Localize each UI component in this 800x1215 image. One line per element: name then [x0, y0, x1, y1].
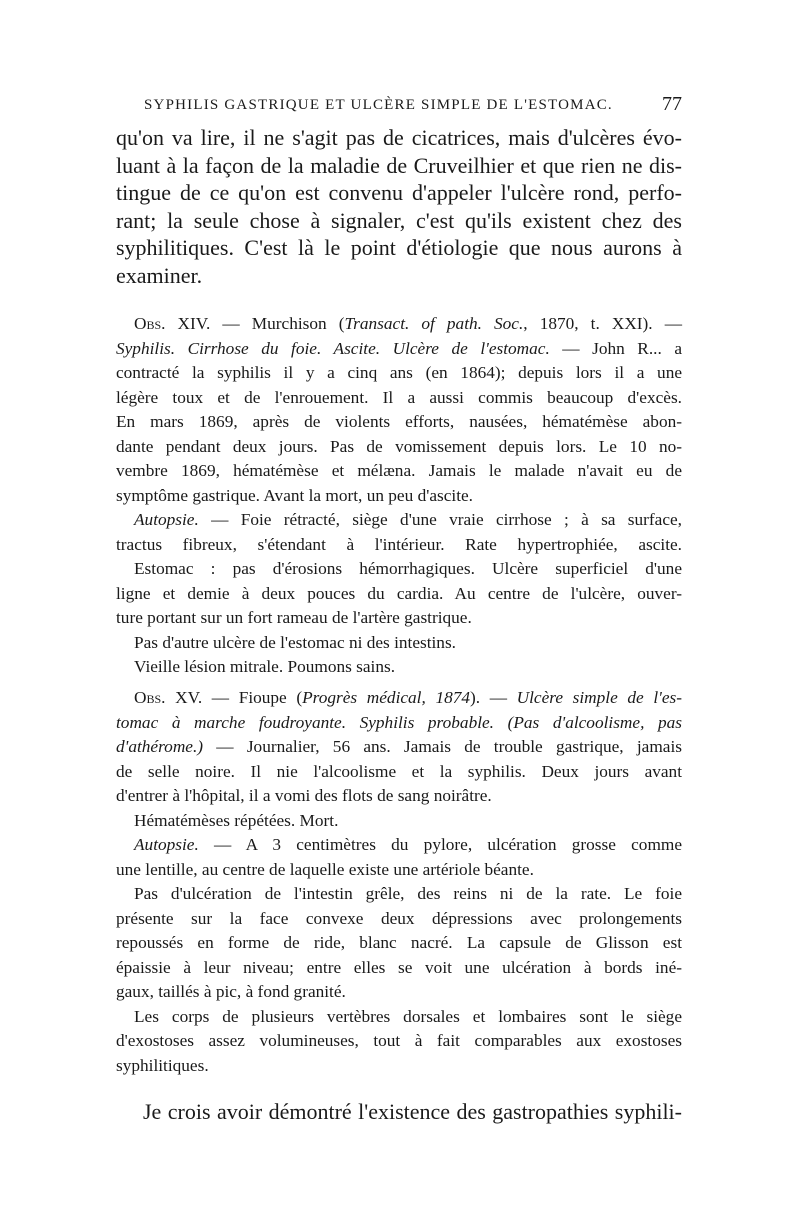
obs-label: Obs. XV. [134, 688, 203, 707]
text-line: ligne et demie à deux pouces du cardia. Au centre de l'ulcère, ouver- [116, 583, 682, 603]
text-line: épaissie à leur niveau; entre elles se voit une ulcération à bords iné- [116, 957, 682, 977]
text-line: vembre 1869, hématémèse et mélæna. Jamais le malade n'avait eu de [116, 461, 682, 480]
text-line: une lentille, au centre de laquelle existe une artériole béante. [116, 859, 534, 879]
obs-title-line [116, 337, 682, 362]
text-line: Les corps de plusieurs vertèbres dorsales et lombaires sont le siège [134, 1006, 682, 1026]
autopsy-line [116, 833, 682, 858]
running-title: SYPHILIS GASTRIQUE ET ULCÈRE SIMPLE DE L'ESTOMAC. [144, 97, 613, 113]
autopsy-line [116, 508, 682, 533]
text-line: Hématémèses répétées. Mort. [134, 810, 339, 830]
text-line: Vieille lésion mitrale. Poumons sains. [134, 657, 396, 676]
text-line: luant à la façon de la maladie de Cruveilhier et que rien ne dis- [116, 152, 682, 178]
obs-title-line-3 [116, 735, 682, 760]
obs-heading-line [116, 312, 682, 337]
text-line: d'entrer à l'hôpital, il a vomi des flots de sang noirâtre. [116, 786, 492, 805]
obs-label: Obs. XIV. [134, 314, 211, 333]
obs-paren-end: d'athérome.) [116, 737, 204, 756]
text-line: qu'on va lire, il ne s'agit pas de cicatrices, mais d'ulcères évo- [116, 125, 682, 150]
obs-title: Syphilis. Cirrhose du foie. Ascite. Ulcère de l'estomac. [116, 338, 550, 358]
obs-source-end: ). — [470, 688, 517, 707]
autopsy-text: — A 3 centimètres du pylore, ulcération grosse comme [198, 835, 682, 854]
text-line: contracté la syphilis il y a cinq ans (en 1864); depuis lors il a une [116, 363, 682, 382]
text-line: syphilitiques. C'est là le point d'étiologie que nous aurons à [116, 235, 682, 260]
text-line: repoussés en forme de ride, blanc nacré. La capsule de Glisson est [116, 933, 682, 952]
obs-author: — Fioupe ( [202, 688, 303, 707]
text-line: Je crois avoir démontré l'existence des gastropathies syphili- [143, 1099, 682, 1124]
text-line: ture portant sur un fort rameau de l'artère gastrique. [116, 608, 472, 627]
text-line: tractus fibreux, s'étendant à l'intérieur. Rate hypertrophiée, ascite. [116, 534, 682, 554]
text-line: d'exostoses assez volumineuses, tout à fait comparables aux exostoses [116, 1031, 682, 1050]
autopsy-text: — Foie rétracté, siège d'une vraie cirrhose ; à sa surface, [198, 510, 682, 529]
text-line: rant; la seule chose à signaler, c'est qu'ils existent chez des [116, 207, 682, 233]
obs-source: Progrès médical, 1874 [302, 688, 471, 707]
obs-author: — Murchison ( [210, 314, 345, 333]
observation-15 [116, 686, 682, 1078]
text-line: dante pendant deux jours. Pas de vomissement depuis lors. Le 10 no- [116, 436, 682, 456]
obs-paren: (Pas d'alcoolisme, pas [494, 712, 682, 732]
closing-paragraph [116, 1098, 682, 1125]
obs-source: Transact. of path. Soc. [344, 314, 524, 333]
text-line: présente sur la face convexe deux dépressions avec prolongements [116, 908, 682, 928]
obs-title-cont: tomac à marche foudroyante. Syphilis probable. [116, 712, 494, 732]
text-line: symptôme gastrique. Avant la mort, un peu d'ascite. [116, 485, 473, 505]
obs-title-line [116, 711, 682, 736]
text-line: légère toux et de l'enrouement. Il a aussi commis beaucoup d'excès. [116, 387, 682, 407]
intro-paragraph [116, 124, 682, 289]
obs-heading-line [116, 686, 682, 711]
text-line: examiner. [116, 262, 203, 288]
obs-source-end: , 1870, t. XXI). — [523, 314, 682, 333]
observation-14 [116, 312, 682, 680]
text-line: Pas d'ulcération de l'intestin grêle, des reins ni de la rate. Le foie [134, 884, 682, 903]
obs-title: Ulcère simple de l'es- [516, 688, 682, 707]
autopsy-label: Autopsie. [134, 510, 199, 529]
text-line: tingue de ce qu'on est convenu d'appeler l'ulcère rond, perfo- [116, 180, 682, 205]
obs-title-rest: — John R... a [549, 338, 682, 358]
text-line: Pas d'autre ulcère de l'estomac ni des intestins. [134, 632, 456, 652]
obs-line3-rest: — Journalier, 56 ans. Jamais de trouble gastrique, jamais [203, 737, 682, 756]
text-line: En mars 1869, après de violents efforts, nausées, hématémèse abon- [116, 412, 682, 431]
text-line: de selle noire. Il nie l'alcoolisme et la syphilis. Deux jours avant [116, 761, 682, 781]
text-line: Estomac : pas d'érosions hémorrhagiques. Ulcère superficiel d'une [134, 559, 682, 578]
autopsy-label: Autopsie. [134, 835, 199, 854]
text-line: syphilitiques. [116, 1055, 209, 1075]
text-line: gaux, taillés à pic, à fond granité. [116, 982, 346, 1001]
page-number: 77 [662, 93, 682, 115]
